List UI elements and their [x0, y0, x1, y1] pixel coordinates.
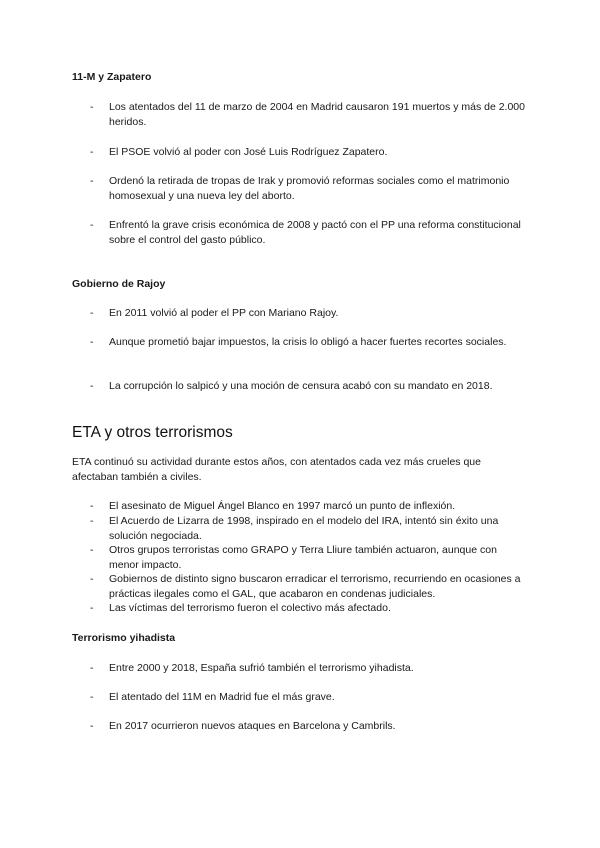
bullet-dash: - [90, 662, 94, 674]
list-item-text: El atentado del 11M en Madrid fue el más grave. [109, 691, 335, 703]
section-heading-zapatero: 11-M y Zapatero [72, 71, 152, 83]
bullet-dash: - [90, 101, 94, 113]
bullet-dash: - [90, 515, 94, 527]
list-item-text: Entre 2000 y 2018, España sufrió también el terrorismo yihadista. [109, 662, 414, 674]
list-item-text: Ordenó la retirada de tropas de Irak y promovió reformas sociales como el matrimonio homosexual y una nueva ley del aborto. [109, 175, 510, 202]
bullet-dash: - [90, 307, 94, 319]
bullet-dash: - [90, 500, 94, 512]
bullet-dash: - [90, 336, 94, 348]
list-item-text: Los atentados del 11 de marzo de 2004 en Madrid causaron 191 muertos y más de 2.000 heridos. [109, 101, 525, 128]
section-heading-yihadista: Terrorismo yihadista [72, 632, 176, 644]
bullet-dash: - [90, 146, 94, 158]
bullet-dash: - [90, 573, 94, 585]
list-item-text: El PSOE volvió al poder con José Luis Rodríguez Zapatero. [109, 146, 388, 158]
list-item-text: El asesinato de Miguel Ángel Blanco en 1997 marcó un punto de inflexión. [109, 500, 456, 512]
bullet-dash: - [90, 691, 94, 703]
list-item-text: La corrupción lo salpicó y una moción de censura acabó con su mandato en 2018. [109, 380, 493, 392]
bullet-dash: - [90, 544, 94, 556]
list-item-text: Otros grupos terroristas como GRAPO y Terra Lliure también actuaron, aunque con menor impacto. [109, 544, 497, 571]
bullet-dash: - [90, 380, 94, 392]
section-heading-eta: ETA y otros terrorismos [72, 424, 233, 441]
section-heading-rajoy: Gobierno de Rajoy [72, 278, 166, 290]
bullet-dash: - [90, 720, 94, 732]
list-item-text: El Acuerdo de Lizarra de 1998, inspirado en el modelo del IRA, intentó sin éxito una solución negociada. [109, 515, 499, 542]
bullet-dash: - [90, 175, 94, 187]
list-item-text: En 2011 volvió al poder el PP con Mariano Rajoy. [109, 307, 339, 319]
list-item-text: Aunque prometió bajar impuestos, la crisis lo obligó a hacer fuertes recortes sociales. [109, 336, 507, 348]
list-item-text: Las víctimas del terrorismo fueron el colectivo más afectado. [109, 602, 391, 614]
list-item-text: En 2017 ocurrieron nuevos ataques en Barcelona y Cambrils. [109, 720, 396, 732]
list-item-text: Enfrentó la grave crisis económica de 2008 y pactó con el PP una reforma constitucional sobre el control del gasto público. [109, 219, 521, 246]
bullet-dash: - [90, 219, 94, 231]
list-item-text: Gobiernos de distinto signo buscaron erradicar el terrorismo, recurriendo en ocasiones a prácticas ilegales como el GAL, que acabaron en condenas judiciales. [109, 573, 521, 600]
section-intro-paragraph: ETA continuó su actividad durante estos años, con atentados cada vez más crueles que afectaban también a civiles. [72, 456, 481, 483]
bullet-dash: - [90, 602, 94, 614]
